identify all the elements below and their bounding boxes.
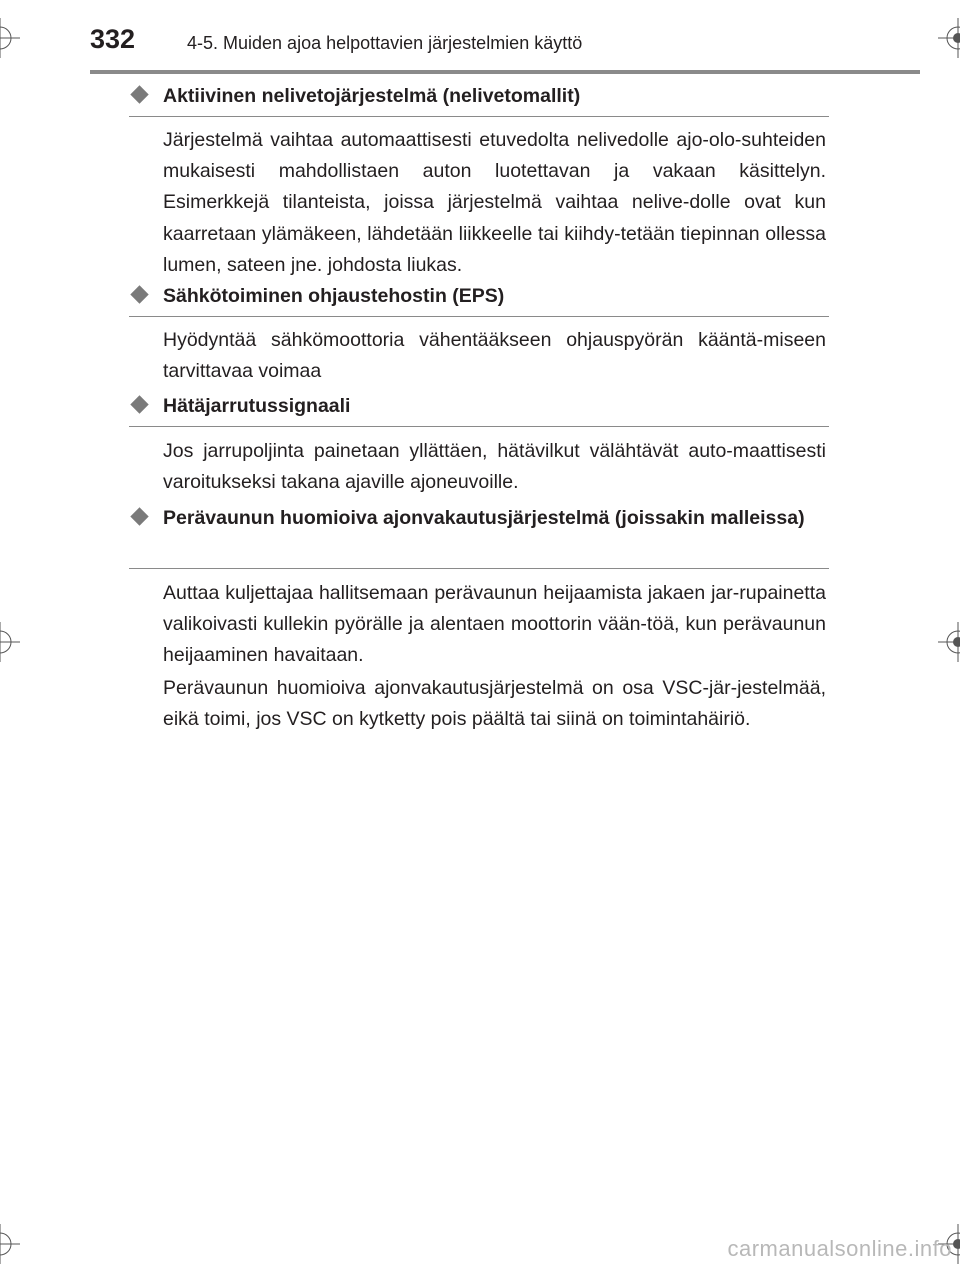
section-heading — [129, 280, 829, 312]
header-divider — [90, 70, 920, 74]
diamond-bullet-icon — [130, 507, 148, 525]
running-header: 4-5. Muiden ajoa helpottavien järjestelmien käyttö — [187, 33, 583, 53]
page-number: 332 — [90, 24, 136, 54]
paragraph: Jos jarrupoljinta painetaan yllättäen, hätävilkut välähtävät auto-maattisesti varoitukseksi takana ajaville ajoneuvoille. — [163, 440, 826, 494]
diamond-bullet-icon — [130, 85, 148, 103]
section-heading-text: Hätäjarrutussignaali — [163, 395, 351, 417]
registration-mark-icon — [938, 18, 960, 58]
paragraph: Perävaunun huomioiva ajonvakautusjärjestelmä on osa VSC-jär-jestelmää, eikä toimi, jos VSC on kytketty pois päältä tai siinä on toimintahäiriö. — [163, 677, 826, 731]
paragraph: Hyödyntää sähkömoottoria vähentääkseen ohjauspyörän kääntä-miseen tarvittavaa voimaa — [163, 329, 826, 383]
registration-mark-icon — [0, 18, 20, 58]
heading-divider — [129, 568, 829, 569]
section-trailer-sway — [129, 502, 829, 534]
section-heading — [129, 390, 829, 422]
section-emergency-signal — [129, 390, 829, 422]
heading-divider — [129, 116, 829, 117]
diamond-bullet-icon — [130, 285, 148, 303]
heading-divider — [129, 316, 829, 317]
heading-divider — [129, 426, 829, 427]
section-heading-text: Perävaunun huomioiva ajonvakautusjärjestelmä (joissakin malleissa) — [163, 507, 805, 529]
section-eps — [129, 280, 829, 312]
watermark: carmanualsonline.info — [727, 1236, 952, 1261]
registration-mark-icon — [0, 1224, 20, 1264]
section-heading-text: Sähkötoiminen ohjaustehostin (EPS) — [163, 285, 505, 307]
section-heading-text: Aktiivinen nelivetojärjestelmä (nelivetomallit) — [163, 85, 581, 107]
registration-mark-icon — [938, 622, 960, 662]
section-heading — [129, 80, 829, 112]
section-awd — [129, 80, 829, 112]
registration-mark-icon — [0, 622, 20, 662]
section-heading — [129, 502, 829, 534]
paragraph: Auttaa kuljettajaa hallitsemaan perävaunun heijaamista jakaen jar-rupainetta valikoivasti kullekin pyörälle ja alentaen moottorin vään-töä, kun perävaunun heijaaminen havaitaan. — [163, 582, 826, 667]
diamond-bullet-icon — [130, 395, 148, 413]
paragraph: Järjestelmä vaihtaa automaattisesti etuvedolta nelivedolle ajo-olo-suhteiden mukaisesti mahdollistaen auton luotettavan ja vakaan käsittelyn. Esimerkkejä tilanteista, joissa järjestelmä vaihtaa nelive-dolle ovat kun kaarretaan ylämäkeen, lähdetään liikkeelle tai kiihdy-tetään tiepinnan ollessa lumen, sateen jne. johdosta liukas. — [163, 129, 826, 276]
